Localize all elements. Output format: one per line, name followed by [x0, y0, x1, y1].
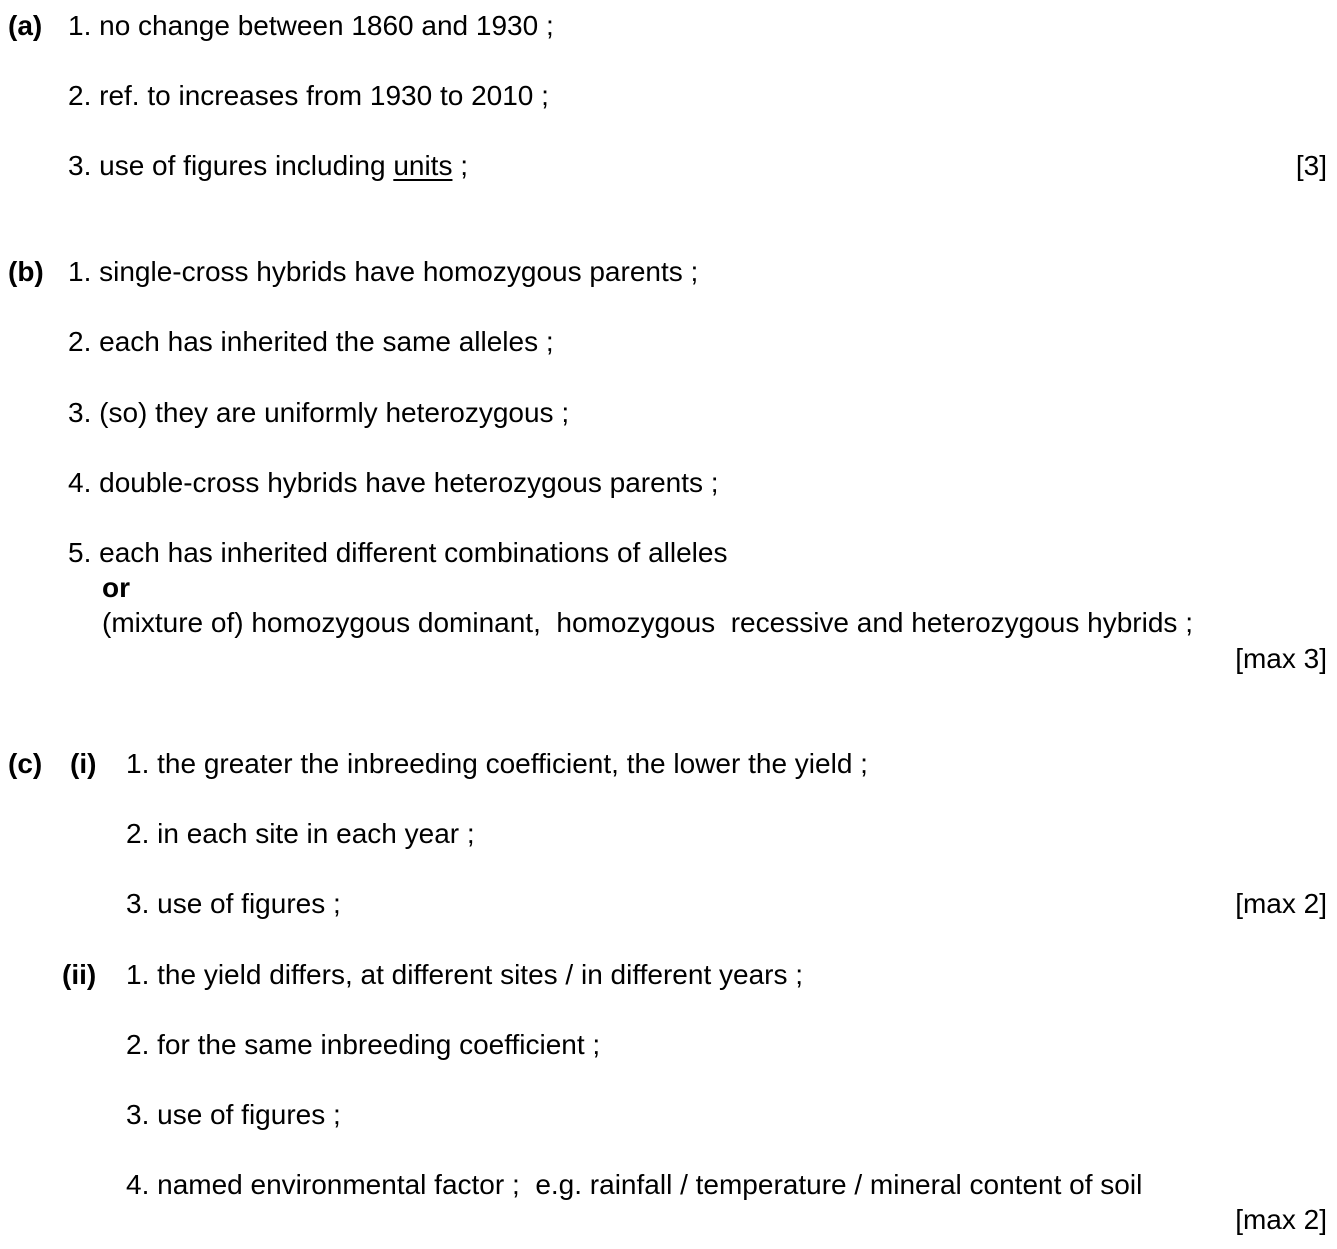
- part-a-label: (a): [8, 10, 43, 41]
- part-c-i-marks: [max 2]: [1235, 888, 1327, 919]
- part-c-label: (c): [8, 748, 43, 779]
- part-c-i-item-2: 2. in each site in each year ;: [126, 818, 475, 849]
- part-a-item-1: 1. no change between 1860 and 1930 ;: [68, 10, 554, 41]
- part-b-item-3: 3. (so) they are uniformly heterozygous ;: [68, 397, 570, 428]
- part-a-item-3-prefix: 3. use of figures including: [68, 150, 394, 181]
- part-a-item-3: [68, 152, 468, 180]
- part-c-i-item-1: 1. the greater the inbreeding coefficient, the lower the yield ;: [126, 748, 868, 779]
- part-b-item-5: 5. each has inherited different combinations of alleles: [68, 537, 728, 568]
- part-b-label: (b): [8, 256, 44, 287]
- part-b-item-2: 2. each has inherited the same alleles ;: [68, 326, 554, 357]
- part-c-ii-label: (ii): [62, 959, 97, 990]
- part-c-ii-item-1: 1. the yield differs, at different sites / in different years ;: [126, 959, 804, 990]
- part-b-alternative: (mixture of) homozygous dominant, homozygous recessive and heterozygous hybrids ;: [102, 607, 1193, 638]
- part-a-item-3-underlined: units: [393, 150, 453, 181]
- part-b-item-4: 4. double-cross hybrids have heterozygous parents ;: [68, 467, 719, 498]
- part-c-ii-item-3: 3. use of figures ;: [126, 1099, 341, 1130]
- part-a-item-2: 2. ref. to increases from 1930 to 2010 ;: [68, 80, 549, 111]
- part-c-i-label: (i): [70, 748, 97, 779]
- part-c-ii-marks: [max 2]: [1235, 1204, 1327, 1235]
- part-c-i-item-3: 3. use of figures ;: [126, 888, 341, 919]
- part-a-item-3-suffix: ;: [452, 150, 469, 181]
- part-a-marks: [3]: [1295, 150, 1327, 181]
- part-b-item-1: 1. single-cross hybrids have homozygous parents ;: [68, 256, 699, 287]
- part-b-or: or: [102, 572, 130, 603]
- part-b-marks: [max 3]: [1235, 643, 1327, 674]
- part-c-ii-item-4: 4. named environmental factor ; e.g. rainfall / temperature / mineral content of soil: [126, 1169, 1143, 1200]
- part-c-ii-item-2: 2. for the same inbreeding coefficient ;: [126, 1029, 601, 1060]
